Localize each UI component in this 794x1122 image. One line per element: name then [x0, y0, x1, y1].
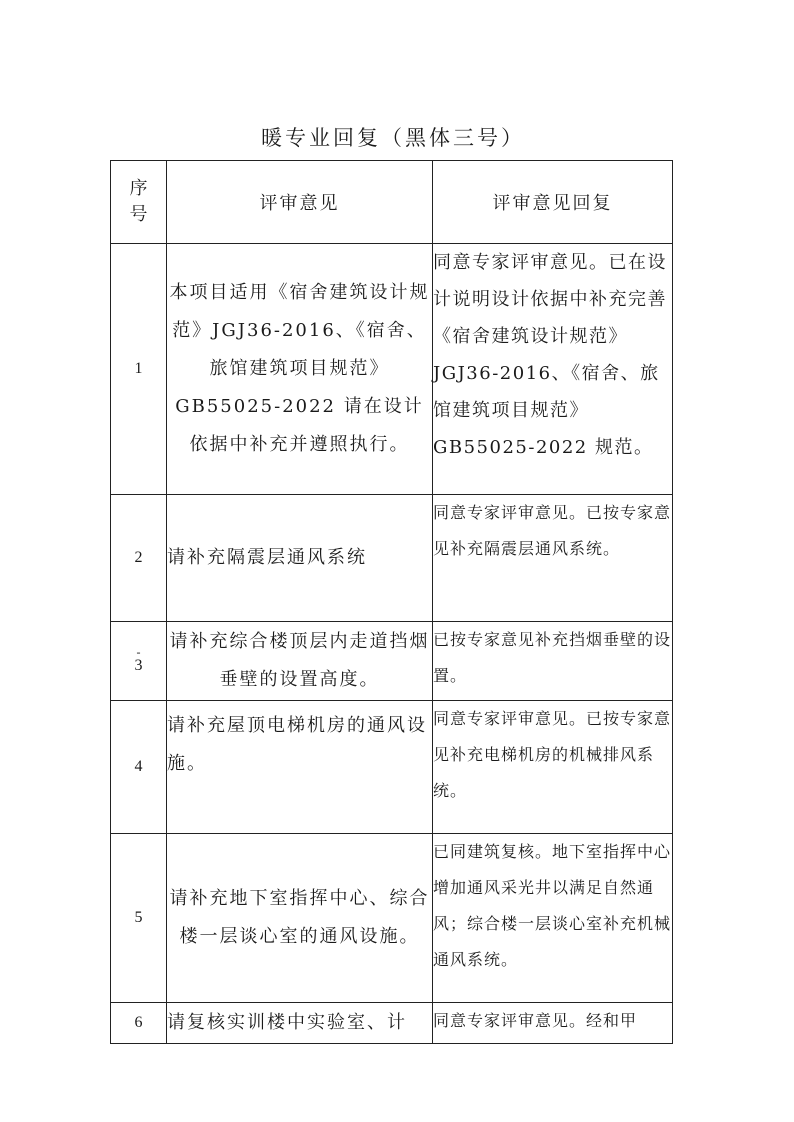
row-number: 5: [111, 834, 167, 1003]
table-row: [111, 244, 673, 495]
opinion-reply-cell: 已按专家意见补充挡烟垂壁的设置。: [433, 622, 673, 701]
table-header-row: [111, 161, 673, 244]
opinion-reply-cell: 同意专家评审意见。已在设计说明设计依据中补充完善《宿舍建筑设计规范》JGJ36-2016、《宿舍、旅馆建筑项目规范》GB55025-2022 规范。: [433, 244, 673, 495]
opinion-reply-cell: 已同建筑复核。地下室指挥中心增加通风采光井以满足自然通风；综合楼一层谈心室补充机械通风系统。: [433, 834, 673, 1003]
table-row: [111, 834, 673, 1003]
document-title: 暖专业回复（黑体三号）: [261, 126, 525, 150]
table-row: [111, 622, 673, 701]
review-opinion-cell: 请补充屋顶电梯机房的通风设施。: [167, 701, 433, 834]
row-number: 4: [111, 701, 167, 834]
opinion-reply-cell: 同意专家评审意见。经和甲: [433, 1003, 673, 1044]
row-number: [111, 622, 167, 701]
header-review-opinion: 评审意见: [167, 161, 433, 244]
review-opinion-cell: 本项目适用《宿舍建筑设计规范》JGJ36-2016、《宿舍、旅馆建筑项目规范》GB55025-2022 请在设计依据中补充并遵照执行。: [167, 244, 433, 495]
review-opinion-cell: 请复核实训楼中实验室、计: [167, 1003, 433, 1044]
row-number-value: 3: [134, 657, 143, 674]
table-row: [111, 495, 673, 622]
opinion-reply-cell: 同意专家评审意见。已按专家意见补充隔震层通风系统。: [433, 495, 673, 622]
review-opinion-cell: 请补充隔震层通风系统: [167, 495, 433, 622]
margin-mark: -: [136, 645, 141, 659]
row-number: 1: [111, 244, 167, 495]
header-opinion-reply: 评审意见回复: [433, 161, 673, 244]
table-row: [111, 701, 673, 834]
row-number: 2: [111, 495, 167, 622]
row-number: 6: [111, 1003, 167, 1044]
table-row: [111, 1003, 673, 1044]
header-serial-number: 序 号: [111, 161, 167, 244]
review-table: [110, 160, 673, 1044]
opinion-reply-cell: 同意专家评审意见。已按专家意见补充电梯机房的机械排风系统。: [433, 701, 673, 834]
review-opinion-cell: 请补充地下室指挥中心、综合楼一层谈心室的通风设施。: [167, 834, 433, 1003]
review-opinion-cell: 请补充综合楼顶层内走道挡烟垂壁的设置高度。: [167, 622, 433, 701]
